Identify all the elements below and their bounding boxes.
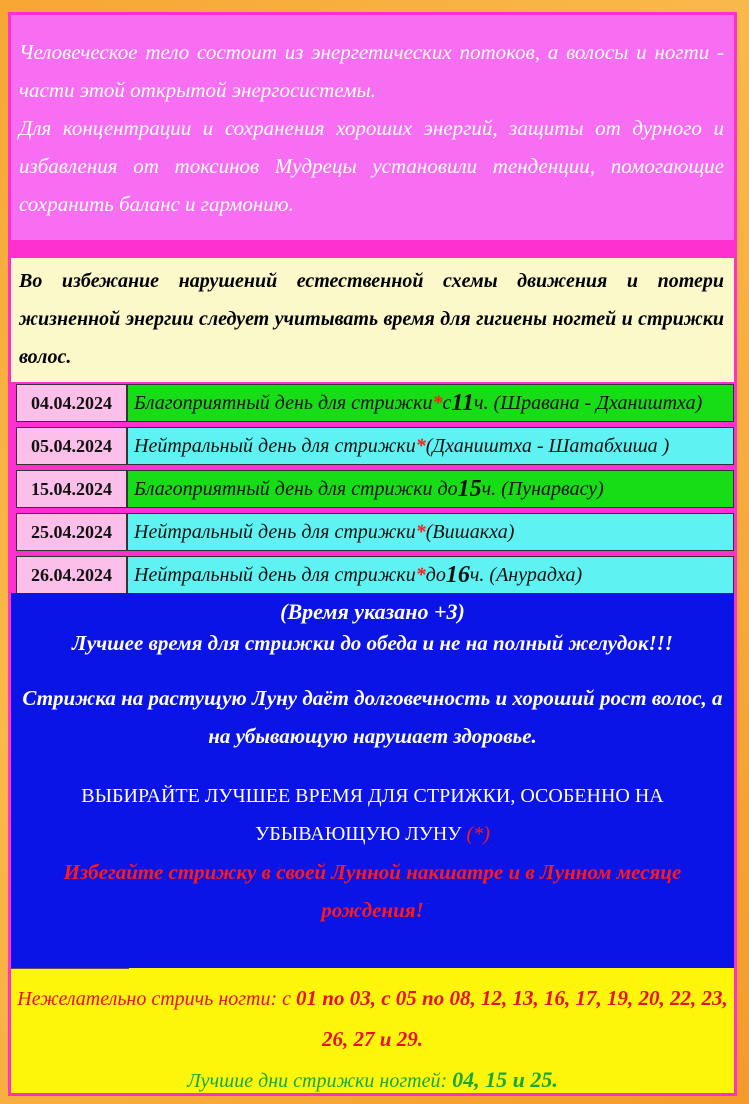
schedule-row xyxy=(11,470,734,508)
schedule-star: * xyxy=(415,563,426,586)
divider xyxy=(11,968,129,969)
schedule-date: 05.04.2024 xyxy=(16,427,127,465)
schedule-suffix: ч. ( xyxy=(469,563,497,586)
schedule-description xyxy=(127,470,734,508)
poster-frame xyxy=(8,12,737,1096)
nails-bad-days: Нежелательно стричь ногти: с 01 по 03, с 05 по 08, 12, 13, 16, 17, 19, 20, 22, 23, 26, 27 и 29. xyxy=(17,986,728,1051)
schedule-date: 25.04.2024 xyxy=(16,513,127,551)
best-time-text: Лучшее время для стрижки до обеда и не на полный желудок!!! xyxy=(72,631,673,655)
schedule-pre: до xyxy=(425,563,446,586)
star-note: (*) xyxy=(461,823,490,845)
schedule-text: Нейтральный день для стрижки xyxy=(134,434,416,457)
schedule-hour: 16 xyxy=(445,561,470,588)
intro-paragraph-2: Для концентрации и сохранения хороших энергий, защиты от дурного и избавления от токсинов Мудрецы установили тенденции, помогающие сохранить баланс и гармонию. xyxy=(19,116,724,216)
schedule-suffix: ( xyxy=(425,434,433,457)
schedule-description xyxy=(127,513,734,551)
intro-section xyxy=(11,15,734,240)
schedule-nak: Шравана - Дхаништха) xyxy=(500,391,703,414)
notice-text: Во избежание нарушений естественной схемы движения и потери жизненной энергии следует учитывать время для гигиены ногтей и стрижки волос. xyxy=(19,270,724,368)
schedule-star: * xyxy=(415,520,426,543)
schedule-pre: с xyxy=(442,391,452,414)
schedule-row xyxy=(11,513,734,551)
schedule-text: Благоприятный день для стрижки до xyxy=(134,477,458,500)
schedule-row xyxy=(11,556,734,594)
schedule-nak: Вишакха) xyxy=(432,520,515,543)
notice-section xyxy=(11,258,734,382)
schedule-nak: Пунарвасу) xyxy=(507,477,604,500)
schedule-text: Благоприятный день для стрижки xyxy=(134,391,433,414)
schedule-description xyxy=(127,384,734,422)
schedule-suffix: ч. ( xyxy=(481,477,508,500)
schedule-table xyxy=(11,384,734,599)
avoid-text: Избегайте стрижку в своей Лунной накшатре и в Лунном месяце рождения! xyxy=(63,860,682,922)
schedule-suffix: ( xyxy=(425,520,433,543)
schedule-star: * xyxy=(432,391,443,414)
schedule-description xyxy=(127,427,734,465)
schedule-text: Нейтральный день для стрижки xyxy=(134,563,416,586)
schedule-date: 04.04.2024 xyxy=(16,384,127,422)
schedule-row xyxy=(11,384,734,422)
schedule-suffix: ч. ( xyxy=(474,391,501,414)
nails-section xyxy=(11,968,734,1096)
schedule-date: 15.04.2024 xyxy=(16,470,127,508)
nails-good-days: Лучшие дни стрижки ногтей: 04, 15 и 25. xyxy=(187,1067,558,1092)
schedule-row xyxy=(11,427,734,465)
schedule-text: Нейтральный день для стрижки xyxy=(134,520,416,543)
intro-paragraph-1: Человеческое тело состоит из энергетических потоков, а волосы и ногти - части этой открытой энергосистемы. xyxy=(19,40,724,102)
time-note: (Время указано +3) xyxy=(280,599,465,624)
moon-text: Стрижка на растущую Луну даёт долговечность и хороший рост волос, а на убывающую нарушает здоровье. xyxy=(22,686,723,748)
advice-section xyxy=(11,593,734,968)
schedule-hour: 11 xyxy=(451,389,475,416)
schedule-date: 26.04.2024 xyxy=(16,556,127,594)
choose-text: ВЫБИРАЙТЕ ЛУЧШЕЕ ВРЕМЯ ДЛЯ СТРИЖКИ, ОСОБЕННО НА УБЫВАЮЩУЮ ЛУНУ (*) xyxy=(81,785,664,845)
schedule-nak: Дхаништха - Шатабхиша ) xyxy=(432,434,670,457)
schedule-hour: 15 xyxy=(457,475,482,502)
schedule-description xyxy=(127,556,734,594)
schedule-nak: Анурадха) xyxy=(496,563,583,586)
schedule-star: * xyxy=(415,434,426,457)
